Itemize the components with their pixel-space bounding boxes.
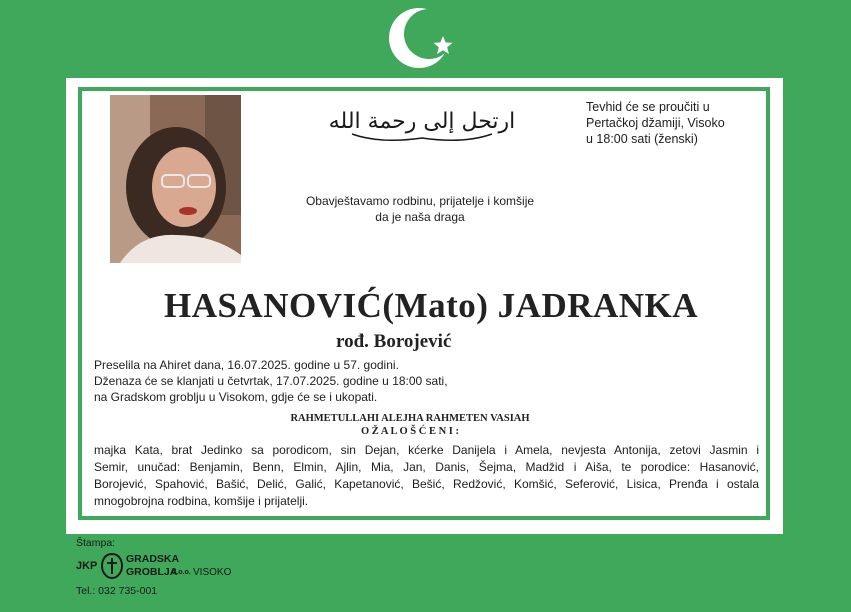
mourners-line: Semir, unučad: Benjamin, Benn, Elmin, Ajlin, Mia, Jan, Danis, Šejma, Madžid i Aiša, te porodice: Hasanović, [94, 460, 759, 474]
mourners-line: Borojević, Spahović, Bašić, Delić, Galić, Kapetanović, Bešić, Redžović, Komšić, Seferović, Lisica, Prenđa i ostala [94, 477, 759, 491]
tevhid-line: Pertačkoj džamiji, Visoko [586, 116, 725, 130]
arabic-calligraphy-heading [328, 94, 516, 150]
intro-line: Obavještavamo rodbinu, prijatelje i komšije [305, 194, 535, 208]
gradska-groblja-logo-icon [100, 553, 124, 579]
prayer-block [250, 412, 570, 438]
tevhid-line: Tevhid će se proučiti u [586, 100, 710, 114]
mourners-line: mnogobrojna rodbina, komšije i prijatelji. [94, 494, 309, 508]
portrait-photo [110, 95, 241, 263]
crescent-star-icon [385, 2, 465, 72]
deceased-name: HASANOVIĆ(Mato) JADRANKA [164, 286, 699, 325]
printer-name-line2: GROBLJA [126, 566, 178, 578]
maiden-name: rođ. Borojević [336, 331, 452, 352]
mourners-heading: O Ž A L O Š Ć E N I : [360, 426, 460, 437]
tevhid-line: u 18:00 sati (ženski) [586, 132, 698, 146]
intro-line: da je naša draga [375, 210, 465, 224]
printer-city: VISOKO [193, 567, 232, 578]
details-line: Dženaza će se klanjati u četvrtak, 17.07.2025. godine u 18:00 sati, [94, 374, 448, 388]
details-line: Preselila na Ahiret dana, 16.07.2025. godine u 57. godini. [94, 358, 399, 372]
tevhid-notice [586, 99, 756, 147]
printer-jkp: JKP [76, 560, 98, 572]
details-line: na Gradskom groblju u Visokom, gdje će se i ukopati. [94, 390, 378, 404]
printer-name-line1: GRADSKA [126, 553, 180, 565]
printer-logo [76, 552, 246, 582]
printer-company-suffix: d.o.o. [172, 569, 191, 576]
printer-label: Štampa: [76, 537, 116, 549]
mourners-line: majka Kata, brat Jedinko sa porodicom, sin Dejan, kćerke Danijela i Amela, nevjesta Antonija, zetovi Jasmin i [94, 443, 759, 457]
svg-text:ارتحل إلى رحمة الله: ارتحل إلى رحمة الله [328, 109, 516, 134]
funeral-details [94, 357, 514, 405]
prayer-text: RAHMETULLAHI ALEJHA RAHMETEN VASIAH [290, 413, 530, 424]
mourners-list [94, 442, 759, 510]
printer-phone: Tel.: 032 735-001 [76, 585, 158, 597]
intro-text [270, 193, 570, 225]
